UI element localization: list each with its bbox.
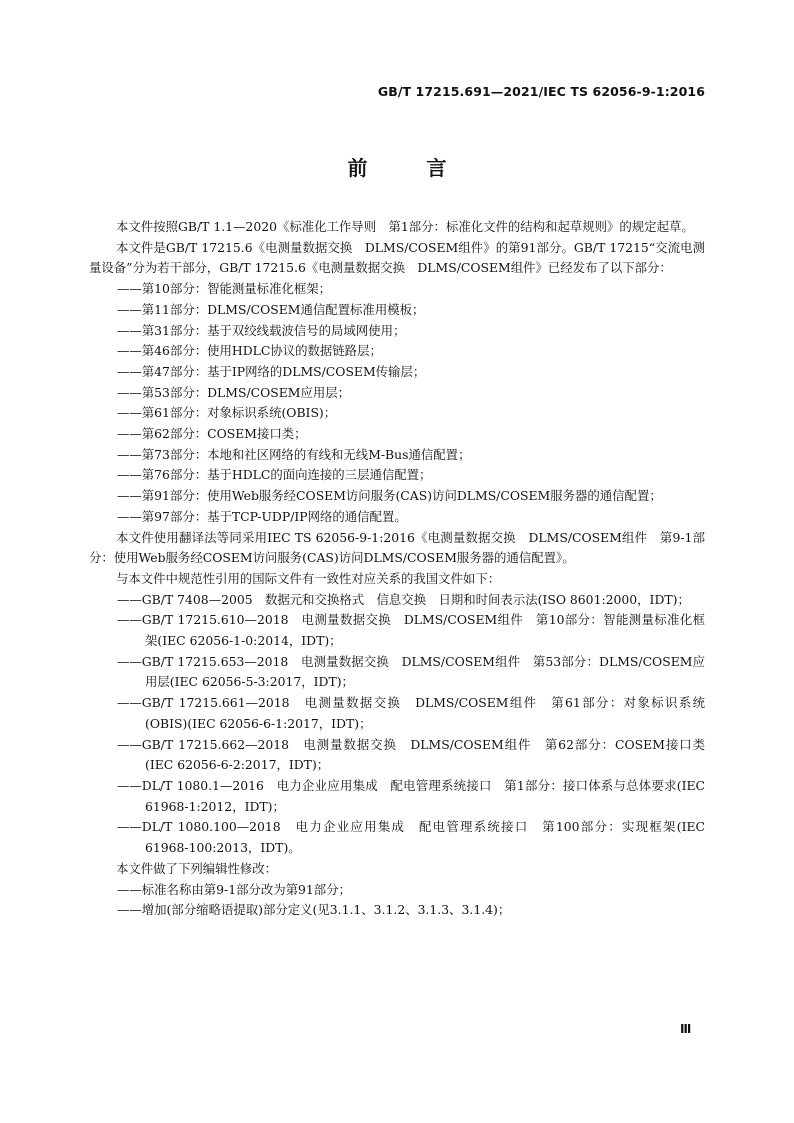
list-item: ——第61部分：对象标识系统(OBIS)； xyxy=(117,405,337,421)
page-number: Ⅲ xyxy=(680,1022,692,1036)
list-item: ——第62部分：COSEM接口类； xyxy=(117,426,307,442)
list-item: ——第11部分：DLMS/COSEM通信配置标准用模板； xyxy=(117,301,425,317)
foreword-body xyxy=(89,217,705,921)
list-item: ——第73部分：本地和社区网络的有线和无线M-Bus通信配置； xyxy=(117,446,471,462)
list-item: ——第10部分：智能测量标准化框架； xyxy=(117,281,332,297)
list-item: ——第47部分：基于IP网络的DLMS/COSEM传输层； xyxy=(117,363,426,379)
list-item: ——第46部分：使用HDLC协议的数据链路层； xyxy=(117,343,382,359)
list-item: ——DL/T 1080.1—2016 电力企业应用集成 配电管理系统接口 第1部分：接口体系与总体要求(IEC 61968-1:2012，IDT)； xyxy=(117,777,705,814)
list-item: ——GB/T 17215.653—2018 电测量数据交换 DLMS/COSEM组件 第53部分：DLMS/COSEM应用层(IEC 62056-5-3:2017，IDT)； xyxy=(117,653,705,690)
paragraph: 本文件做了下列编辑性修改： xyxy=(116,860,278,876)
list-item: ——DL/T 1080.100—2018 电力企业应用集成 配电管理系统接口 第100部分：实现框架(IEC 61968-100:2013，IDT)。 xyxy=(117,819,705,856)
list-item: ——GB/T 17215.662—2018 电测量数据交换 DLMS/COSEM组件 第62部分：COSEM接口类(IEC 62056-6-2:2017，IDT)； xyxy=(117,736,705,773)
list-item: ——第53部分：DLMS/COSEM应用层； xyxy=(117,384,351,400)
list-item: ——第76部分：基于HDLC的面向连接的三层通信配置； xyxy=(117,467,432,483)
list-item: ——第91部分：使用Web服务经COSEM访问服务(CAS)访问DLMS/COSEM服务器的通信配置； xyxy=(117,488,662,504)
paragraph: 与本文件中规范性引用的国际文件有一致性对应关系的我国文件如下： xyxy=(116,570,501,586)
paragraph: 本文件是GB/T 17215.6《电测量数据交换 DLMS/COSEM组件》的第91部分。GB/T 17215“交流电测量设备”分为若干部分，GB/T 17215.6《电测量数据交换 DLMS/COSEM组件》已经发布了以下部分： xyxy=(89,239,705,276)
list-item: ——标准名称由第9-1部分改为第91部分； xyxy=(117,881,351,897)
list-item: ——增加(部分缩略语提取)部分定义(见3.1.1、3.1.2、3.1.3、3.1.4)； xyxy=(117,902,511,918)
paragraph: 本文件使用翻译法等同采用IEC TS 62056-9-1:2016《电测量数据交换 DLMS/COSEM组件 第9-1部分：使用Web服务经COSEM访问服务(CAS)访问DLMS/COSEM服务器的通信配置》。 xyxy=(89,529,705,566)
document-code-header: GB/T 17215.691—2021/IEC TS 62056-9-1:2016 xyxy=(377,84,705,99)
list-item: ——第97部分：基于TCP-UDP/IP网络的通信配置。 xyxy=(117,508,407,524)
list-item: ——第31部分：基于双绞线载波信号的局域网使用； xyxy=(117,322,406,338)
list-item: ——GB/T 7408—2005 数据元和交换格式 信息交换 日期和时间表示法(ISO 8601:2000，IDT)； xyxy=(117,591,690,607)
list-item: ——GB/T 17215.661—2018 电测量数据交换 DLMS/COSEM组件 第61部分：对象标识系统(OBIS)(IEC 62056-6-1:2017，IDT)； xyxy=(117,695,705,731)
list-item: ——GB/T 17215.610—2018 电测量数据交换 DLMS/COSEM组件 第10部分：智能测量标准化框架(IEC 62056-1-0:2014，IDT)； xyxy=(117,612,705,649)
page-title: 前 言 xyxy=(347,156,473,180)
paragraph: 本文件按照GB/T 1.1—2020《标准化工作导则 第1部分：标准化文件的结构和起草规则》的规定起草。 xyxy=(116,219,694,234)
